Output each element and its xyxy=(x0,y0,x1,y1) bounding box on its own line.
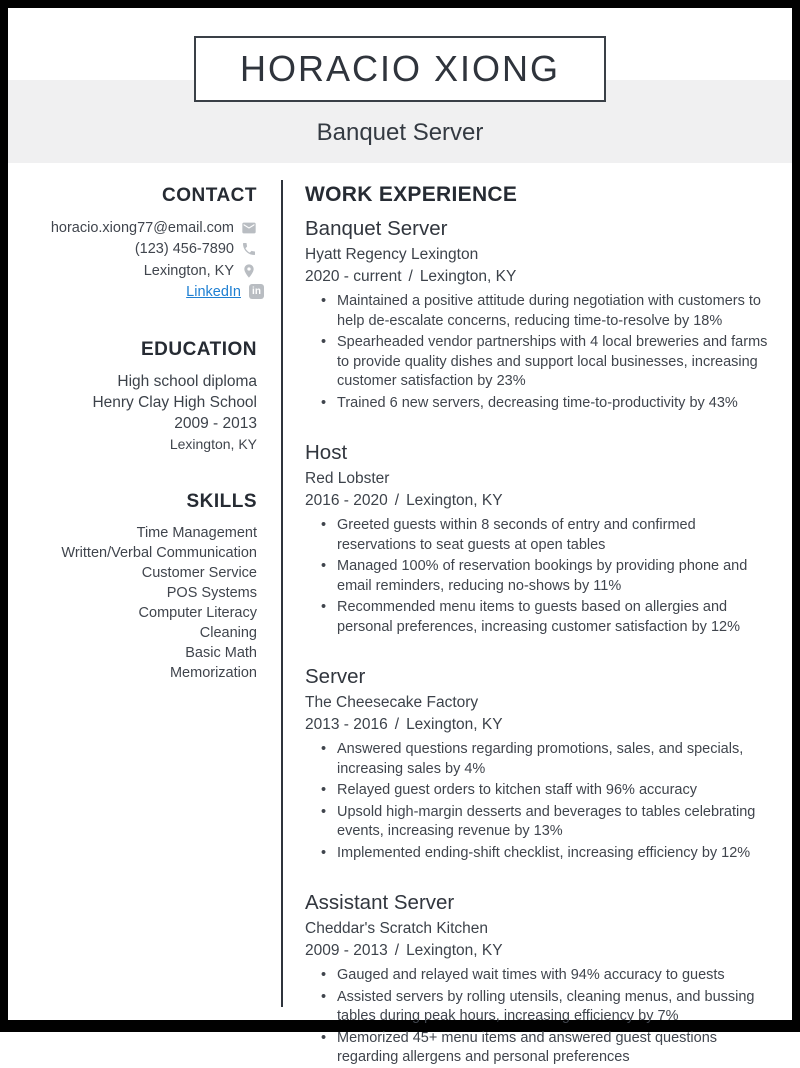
resume-title: Banquet Server xyxy=(316,119,484,146)
job-location: Lexington, KY xyxy=(406,492,503,509)
bullet-item: • Spearheaded vendor partnerships with 4 local breweries and farms to provide quality dishes and support local businesses, increasing customer satisfaction by 23% xyxy=(305,333,770,392)
skill-item: Time Management xyxy=(136,525,257,541)
job-entry xyxy=(305,889,770,1068)
date-location-separator: / xyxy=(394,716,400,733)
skill-item: POS Systems xyxy=(166,585,257,601)
name-box xyxy=(194,36,606,102)
job-dateline xyxy=(305,491,770,511)
job-title: Assistant Server xyxy=(305,891,455,914)
job-bullets xyxy=(305,740,770,863)
bullet-item: • Gauged and relayed wait times with 94% accuracy to guests xyxy=(305,966,770,986)
contact-email: horacio.xiong77@email.com xyxy=(50,219,234,236)
candidate-name: HORACIO XIONG xyxy=(239,48,561,89)
linkedin-link[interactable]: LinkedIn xyxy=(186,284,241,301)
date-location-separator: / xyxy=(394,492,400,509)
job-dates: 2016 - 2020 xyxy=(305,492,388,509)
phone-icon xyxy=(241,241,257,257)
linkedin-icon: in xyxy=(241,284,257,300)
contact-location-row xyxy=(18,260,257,282)
job-dates: 2009 - 2013 xyxy=(305,942,388,959)
skill-item: Customer Service xyxy=(141,565,257,581)
skill-item: Written/Verbal Communication xyxy=(61,545,257,561)
job-company: Hyatt Regency Lexington xyxy=(305,246,479,263)
bullet-item: • Upsold high-margin desserts and beverages to tables celebrating events, increasing revenue by 13% xyxy=(305,803,770,842)
bullet-item: • Greeted guests within 8 seconds of entry and confirmed reservations to seat guests at open tables xyxy=(305,516,770,555)
skill-item: Cleaning xyxy=(199,625,257,641)
job-dates: 2013 - 2016 xyxy=(305,716,388,733)
job-title: Banquet Server xyxy=(305,217,448,240)
job-title: Host xyxy=(305,441,348,464)
bullet-item: • Relayed guest orders to kitchen staff with 96% accuracy xyxy=(305,781,770,801)
skill-item: Memorization xyxy=(169,665,257,681)
body-columns xyxy=(8,163,792,1065)
skill-item: Computer Literacy xyxy=(138,605,257,621)
bullet-item: • Implemented ending-shift checklist, increasing efficiency by 12% xyxy=(305,844,770,864)
education-dates: 2009 - 2013 xyxy=(174,415,257,432)
job-bullets xyxy=(305,516,770,637)
work-experience-section xyxy=(283,163,792,1065)
job-company: Cheddar's Scratch Kitchen xyxy=(305,920,489,937)
contact-phone-row xyxy=(18,239,257,261)
education-school: Henry Clay High School xyxy=(92,394,257,411)
skills-section xyxy=(18,491,257,683)
job-title: Server xyxy=(305,665,366,688)
location-pin-icon xyxy=(241,263,257,279)
job-dateline xyxy=(305,267,770,287)
bullet-item: • Answered questions regarding promotions, sales, and specials, increasing sales by 4% xyxy=(305,740,770,779)
date-location-separator: / xyxy=(394,942,400,959)
header xyxy=(8,8,792,163)
contact-location: Lexington, KY xyxy=(143,262,234,279)
job-location: Lexington, KY xyxy=(406,716,503,733)
job-location: Lexington, KY xyxy=(406,942,503,959)
job-bullets xyxy=(305,292,770,413)
skills-heading: SKILLS xyxy=(186,491,257,512)
contact-email-row xyxy=(18,217,257,239)
job-company: The Cheesecake Factory xyxy=(305,694,479,711)
contact-linkedin-row xyxy=(18,282,261,304)
bullet-item: • Memorized 45+ menu items and answered guest questions regarding allergens and personal preferences xyxy=(305,1029,770,1068)
job-location: Lexington, KY xyxy=(419,268,517,285)
job-entry xyxy=(305,215,770,413)
work-experience-heading: WORK EXPERIENCE xyxy=(305,183,518,206)
contact-section xyxy=(18,185,261,303)
job-entry xyxy=(305,439,770,637)
job-dates: 2020 - current xyxy=(305,268,402,285)
envelope-icon xyxy=(241,220,257,236)
education-section xyxy=(18,339,257,455)
job-bullets xyxy=(305,966,770,1068)
bullet-item: • Maintained a positive attitude during negotiation with customers to help de-escalate concerns, reducing time-to-resolve by 18% xyxy=(305,292,770,331)
bullet-item: • Recommended menu items to guests based on allergies and personal preferences, increasing customer satisfaction by 12% xyxy=(305,598,770,637)
job-dateline xyxy=(305,715,770,735)
job-company: Red Lobster xyxy=(305,470,390,487)
skill-item: Basic Math xyxy=(185,645,257,661)
bullet-item: • Assisted servers by rolling utensils, cleaning menus, and bussing tables during peak hours, increasing efficiency by 7% xyxy=(305,988,770,1027)
education-location: Lexington, KY xyxy=(169,436,257,452)
bullet-item: • Trained 6 new servers, decreasing time-to-productivity by 43% xyxy=(305,394,770,414)
education-degree: High school diploma xyxy=(117,373,257,390)
contact-heading: CONTACT xyxy=(162,185,257,206)
sidebar xyxy=(8,163,281,1020)
job-dateline xyxy=(305,941,770,961)
date-location-separator: / xyxy=(408,268,413,285)
education-heading: EDUCATION xyxy=(140,339,257,360)
contact-phone: (123) 456-7890 xyxy=(134,241,234,258)
job-entry xyxy=(305,663,770,863)
bullet-item: • Managed 100% of reservation bookings by providing phone and email reminders, reducing no-shows by 11% xyxy=(305,557,770,596)
